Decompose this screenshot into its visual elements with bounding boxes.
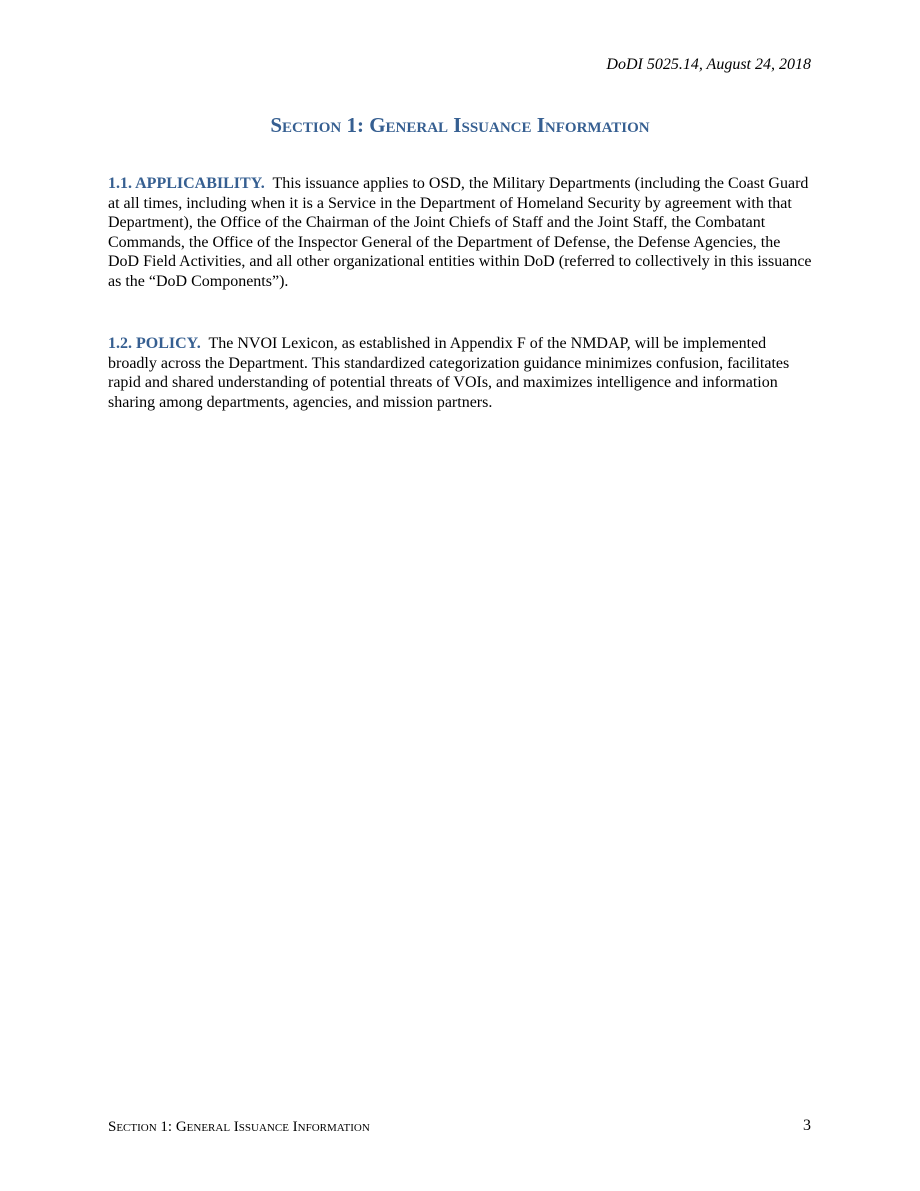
paragraph-heading: 1.2. POLICY. bbox=[108, 335, 201, 352]
document-reference: DoDI 5025.14, August 24, 2018 bbox=[606, 56, 811, 73]
footer-section-label: Section 1: General Issuance Information bbox=[108, 1119, 370, 1135]
paragraph-text: The NVOI Lexicon, as established in Appendix F of the NMDAP, will be implemented broadly across the Department. This standardized categorization guidance minimizes confusion, facilitates rapid and shared understanding of potential threats of VOIs, and maximizes intelligence and information sharing among departments, agencies, and mission partners. bbox=[108, 335, 790, 411]
page-number: 3 bbox=[803, 1117, 811, 1134]
paragraph-text: This issuance applies to OSD, the Military Departments (including the Coast Guard at all times, including when it is a Service in the Department of Homeland Security by agreement with that Department), the Office of the Chairman of the Joint Chiefs of Staff and the Joint Staff, the Combatant Commands, the Office of the Inspector General of the Department of Defense, the Defense Agencies, the DoD Field Activities, and all other organizational entities within DoD (referred to collectively in this issuance as the “DoD Components”). bbox=[108, 175, 812, 290]
paragraph-heading: 1.1. APPLICABILITY. bbox=[108, 175, 265, 192]
section-title: Section 1: General Issuance Information bbox=[270, 113, 650, 137]
paragraph-policy bbox=[108, 334, 814, 412]
paragraph-applicability bbox=[108, 174, 814, 292]
